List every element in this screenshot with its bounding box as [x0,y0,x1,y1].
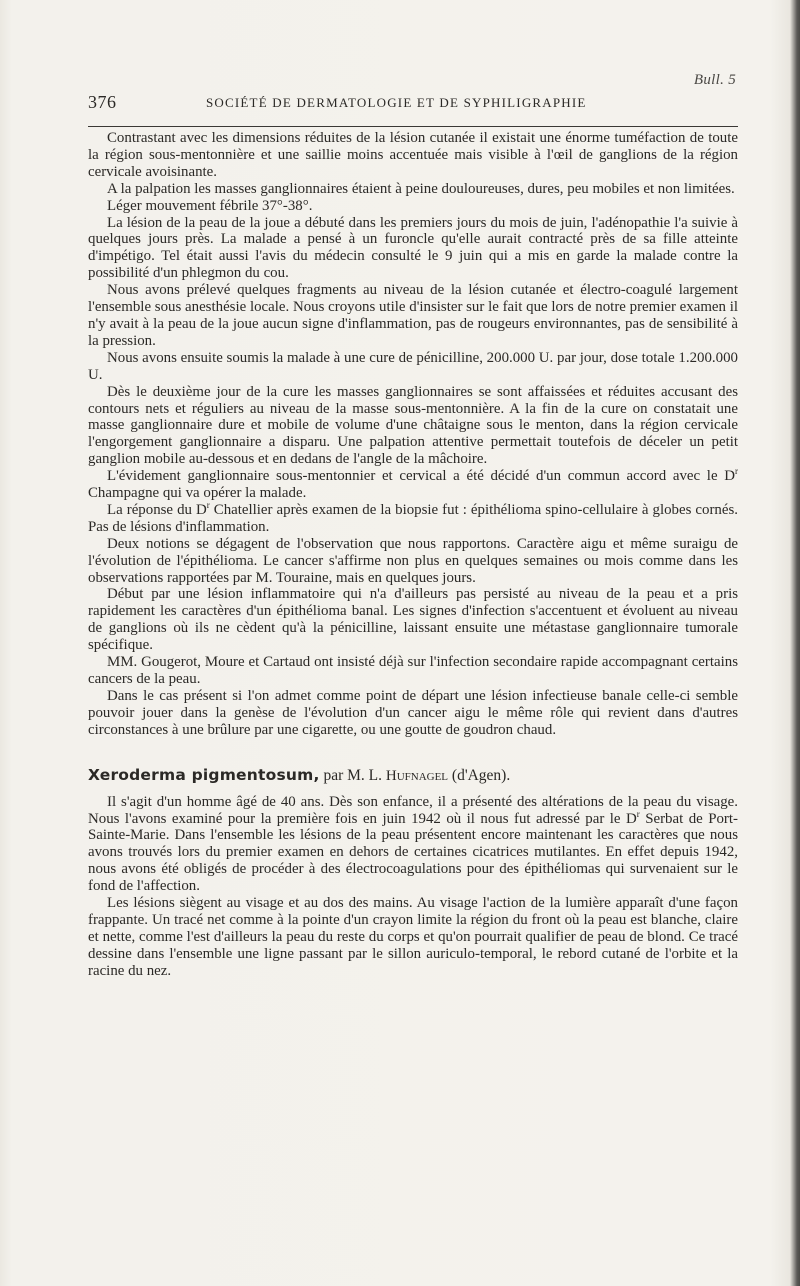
article-heading [88,765,738,786]
paragraph: Début par une lésion inflammatoire qui n'a d'ailleurs pas persisté au niveau de la peau et a pris rapidement les caractères d'un épithélioma banal. Les signes d'infection s'accentuent et évoluent au niveau de ganglions où ils ne cèdent qu'à la pénicilline, laissant ensuite une métastase ganglionnaire tumorale spécifique. [88,586,738,654]
paragraph: La lésion de la peau de la joue a débuté dans les premiers jours du mois de juin, l'adénopathie l'a suivie à quelques jours près. La malade a pensé à un furoncle qu'elle aurait contracté près de sa fille atteinte d'impétigo. Tel était aussi l'avis du médecin consulté le 9 juin qui a mis en garde la malade contre la possibilité d'un phlegmon du cou. [88,214,738,282]
paragraph: Nous avons ensuite soumis la malade à une cure de pénicilline, 200.000 U. par jour, dose totale 1.200.000 U. [88,349,738,383]
paragraph: Il s'agit d'un homme âgé de 40 ans. Dès son enfance, il a présenté des altérations de la peau du visage. Nous l'avons examiné pour la première fois en juin 1942 où il nous fut adressé par le $D^r$ Serbat de Port-Sainte-Marie. Dans l'ensemble les lésions de la peau présentent encore maintenant les caractères que nous avons trouvés lors du premier examen en dehors de certaines cicatrices mutilantes. En effet depuis 1942, nous avons été obligés de procéder à des électrocoagulations pour des épithéliomas qui survenaient sur le fond de l'affection. [88,793,738,895]
paragraph: La réponse du $D^r$ Chatellier après examen de la biopsie fut : épithélioma spino-cellulaire à globes cornés. Pas de lésions d'inflammation. [88,499,738,535]
author-name: Hufnagel [385,767,449,784]
article-title: Xeroderma pigmentosum, [88,765,320,784]
paragraph: L'évidement ganglionnaire sous-mentonnier et cervical a été décidé d'un commun accord avec le $D^r$ Champagne qui va opérer la malade. [88,466,738,502]
header-rule [88,126,738,127]
paragraph: Dans le cas présent si l'on admet comme point de départ une lésion infectieuse banale celle-ci semble pouvoir jouer dans la genèse de l'évolution d'un cancer aigu le même rôle qui revient dans d'autres circonstances à une brûlure par une cigarette, ou une goutte de goudron chaud. [88,687,738,738]
paragraph: Nous avons prélevé quelques fragments au niveau de la lésion cutanée et électro-coagulé largement l'ensemble sous anesthésie locale. Nous croyons utile d'insister sur le fait que lors de notre premier examen il n'y avait à la peau de la joue aucun signe d'inflammation, pas de rougeurs environnantes, pas de sensibilité à la pression. [88,282,738,349]
paragraph: Contrastant avec les dimensions réduites de la lésion cutanée il existait une énorme tuméfaction de toute la région sous-mentonnière et une saillie moins accentuée mais visible à l'œil de ganglions de la région cervicale avoisinante. [88,130,738,180]
running-head [88,92,738,114]
paragraph: Léger mouvement fébrile 37°-38°. [107,197,313,214]
bulletin-annotation: Bull. 5 [693,72,736,88]
author-location: (d'Agen). [451,766,511,784]
paragraph: Les lésions siègent au visage et au dos des mains. Au visage l'action de la lumière apparaît d'une façon frappante. Un tracé net comme à la pointe d'un crayon limite la région du front où la peau est blanche, claire et nette, comme l'est d'ailleurs la peau du reste du corps et qu'on pourrait qualifier de peau de blond. Ce tracé dessine dans l'ensemble une ligne passant par le sillon auriculo-temporal, le rebord cutané de l'orbite et la racine du nez. [88,895,738,979]
byline-prefix: par M. L. [323,766,382,784]
paragraph: MM. Gougerot, Moure et Cartaud ont insisté déjà sur l'infection secondaire rapide accompagnant certains cancers de la peau. [88,654,738,687]
body-text [88,130,738,980]
article-xeroderma [88,794,738,980]
page-number: 376 [88,92,117,112]
paragraph: A la palpation les masses ganglionnaires étaient à peine douloureuses, dures, peu mobiles et non limitées. [107,180,735,197]
article-previous-case [88,130,738,739]
paragraph: Dès le deuxième jour de la cure les masses ganglionnaires se sont affaissées et réduites accusant des contours nets et réguliers au niveau de la masse sous-mentonnière. A la fin de la cure on constatait une masse ganglionnaire dure et mobile de volume d'une châtaigne sous le menton, dans la région cervicale l'engorgement ganglionnaire a disparu. Une palpation attentive permettait toutefois de déceler un petit ganglion mobile au-dessous et en dedans de l'angle de la mâchoire. [88,383,738,468]
paragraph: Deux notions se dégagent de l'observation que nous rapportons. Caractère aigu et même suraigu de l'évolution de l'épithélioma. Le cancer s'affirme non plus en quelques semaines ou mois comme dans les observations rapportées par M. Touraine, mais en quelques jours. [88,535,738,586]
journal-title: SOCIÉTÉ DE DERMATOLOGIE ET DE SYPHILIGRAPHIE [206,95,587,110]
